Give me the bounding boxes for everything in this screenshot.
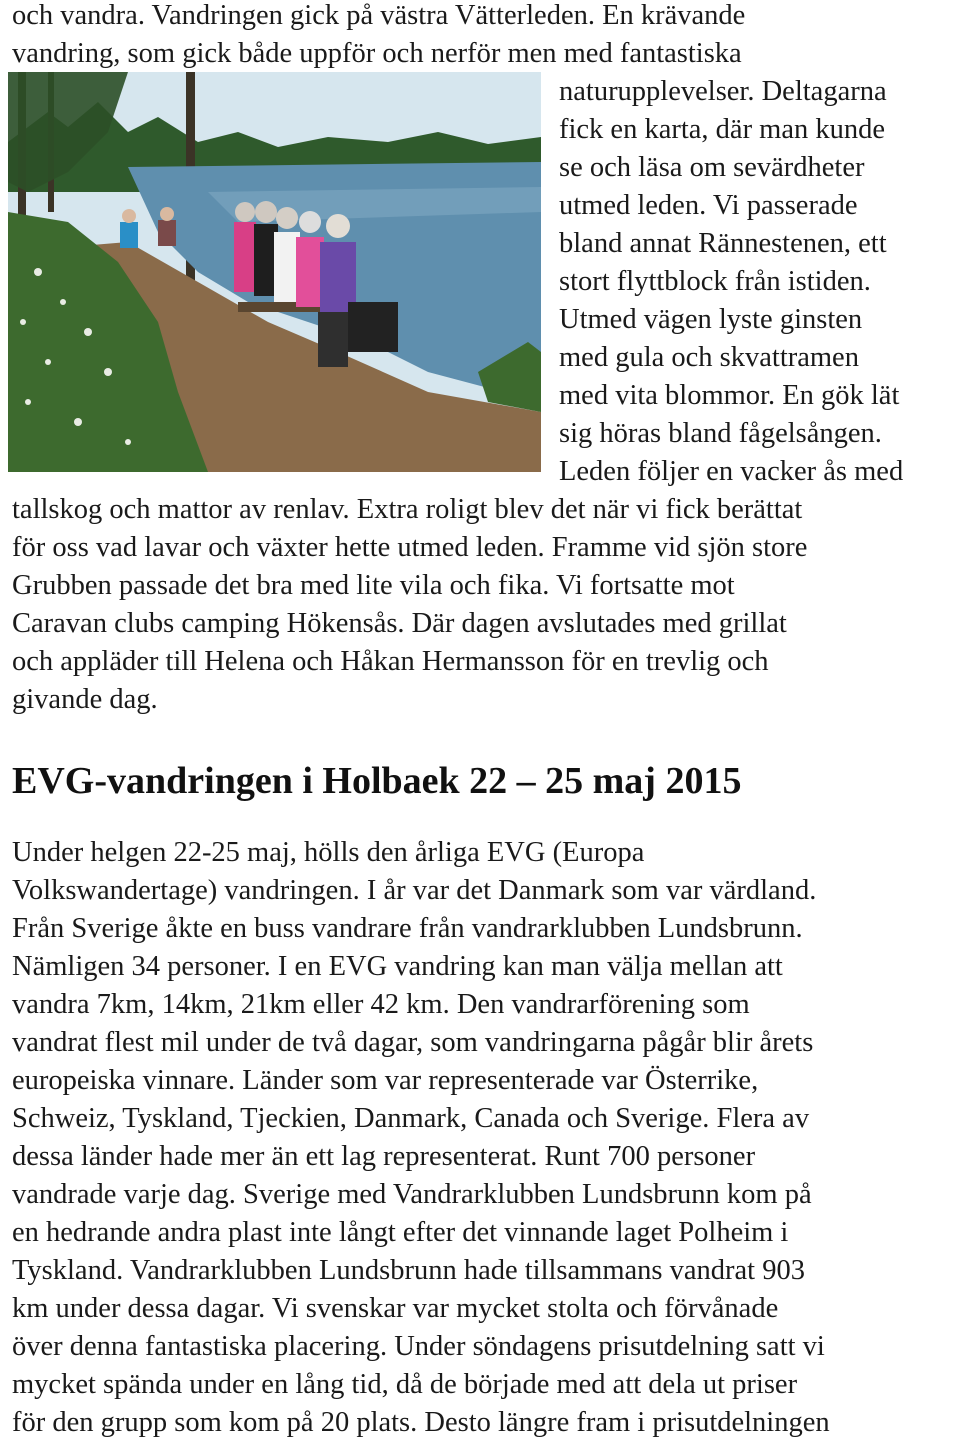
text-line: givande dag.: [12, 684, 158, 715]
text-line: Från Sverige åkte en buss vandrare från vandrarklubben Lundsbrunn.: [12, 913, 803, 944]
text-line: och appläder till Helena och Håkan Hermansson för en trevlig och: [12, 646, 769, 677]
text-line: en hedrande andra plast inte långt efter det vinnande laget Polheim i: [12, 1217, 789, 1248]
text-line: km under dessa dagar. Vi svenskar var mycket stolta och förvånade: [12, 1293, 779, 1324]
section-heading: EVG-vandringen i Holbaek 22 – 25 maj 2015: [12, 760, 742, 802]
text-line: bland annat Rännestenen, ett: [559, 228, 887, 259]
text-line: Schweiz, Tyskland, Tjeckien, Danmark, Canada och Sverige. Flera av: [12, 1103, 810, 1134]
text-line: fick en karta, där man kunde: [559, 114, 886, 145]
text-line: mycket spända under en lång tid, då de började med att dela ut priser: [12, 1369, 798, 1400]
text-line: för oss vad lavar och växter hette utmed leden. Framme vid sjön store: [12, 532, 808, 563]
text-line: se och läsa om sevärdheter: [559, 152, 865, 183]
text-line: med vita blommor. En gök lät: [559, 380, 900, 411]
text-line: sig höras bland fågelsången.: [559, 418, 882, 449]
text-line: för den grupp som kom på 20 plats. Desto längre fram i prisutdelningen: [12, 1407, 830, 1438]
text-line: naturupplevelser. Deltagarna: [559, 76, 887, 107]
text-line: Volkswandertage) vandringen. I år var det Danmark som var värdland.: [12, 875, 817, 906]
text-line: Tyskland. Vandrarklubben Lundsbrunn hade tillsammans vandrat 903: [12, 1255, 805, 1286]
text-line: med gula och skvattramen: [559, 342, 859, 373]
text-line: Nämligen 34 personer. I en EVG vandring kan man välja mellan att: [12, 951, 783, 982]
backpack: [318, 312, 348, 367]
text-line: och vandra. Vandringen gick på västra Vätterleden. En krävande: [12, 0, 746, 31]
text-line: dessa länder hade mer än ett lag representerat. Runt 700 personer: [12, 1141, 756, 1172]
text-line: stort flyttblock från istiden.: [559, 266, 871, 297]
text-line: Caravan clubs camping Hökensås. Där dagen avslutades med grillat: [12, 608, 787, 639]
text-line: utmed leden. Vi passerade: [559, 190, 858, 221]
text-line: Under helgen 22-25 maj, hölls den årliga EVG (Europa: [12, 837, 645, 868]
hikers-by-lake-photo: [8, 72, 541, 472]
photo-illustration: [8, 72, 541, 472]
text-line: Grubben passade det bra med lite vila och fika. Vi fortsatte mot: [12, 570, 735, 601]
text-line: europeiska vinnare. Länder som var representerade var Österrike,: [12, 1065, 759, 1096]
text-line: över denna fantastiska placering. Under söndagens prisutdelning satt vi: [12, 1331, 825, 1362]
text-line: vandring, som gick både uppför och nerför men med fantastiska: [12, 38, 742, 69]
text-line: tallskog och mattor av renlav. Extra roligt blev det när vi fick berättat: [12, 494, 803, 525]
text-line: vandra 7km, 14km, 21km eller 42 km. Den vandrarförening som: [12, 989, 750, 1020]
text-line: vandrat flest mil under de två dagar, som vandringarna pågår blir årets: [12, 1027, 814, 1058]
text-line: vandrade varje dag. Sverige med Vandrarklubben Lundsbrunn kom på: [12, 1179, 812, 1210]
text-line: Leden följer en vacker ås med: [559, 456, 904, 487]
text-line: Utmed vägen lyste ginsten: [559, 304, 863, 335]
